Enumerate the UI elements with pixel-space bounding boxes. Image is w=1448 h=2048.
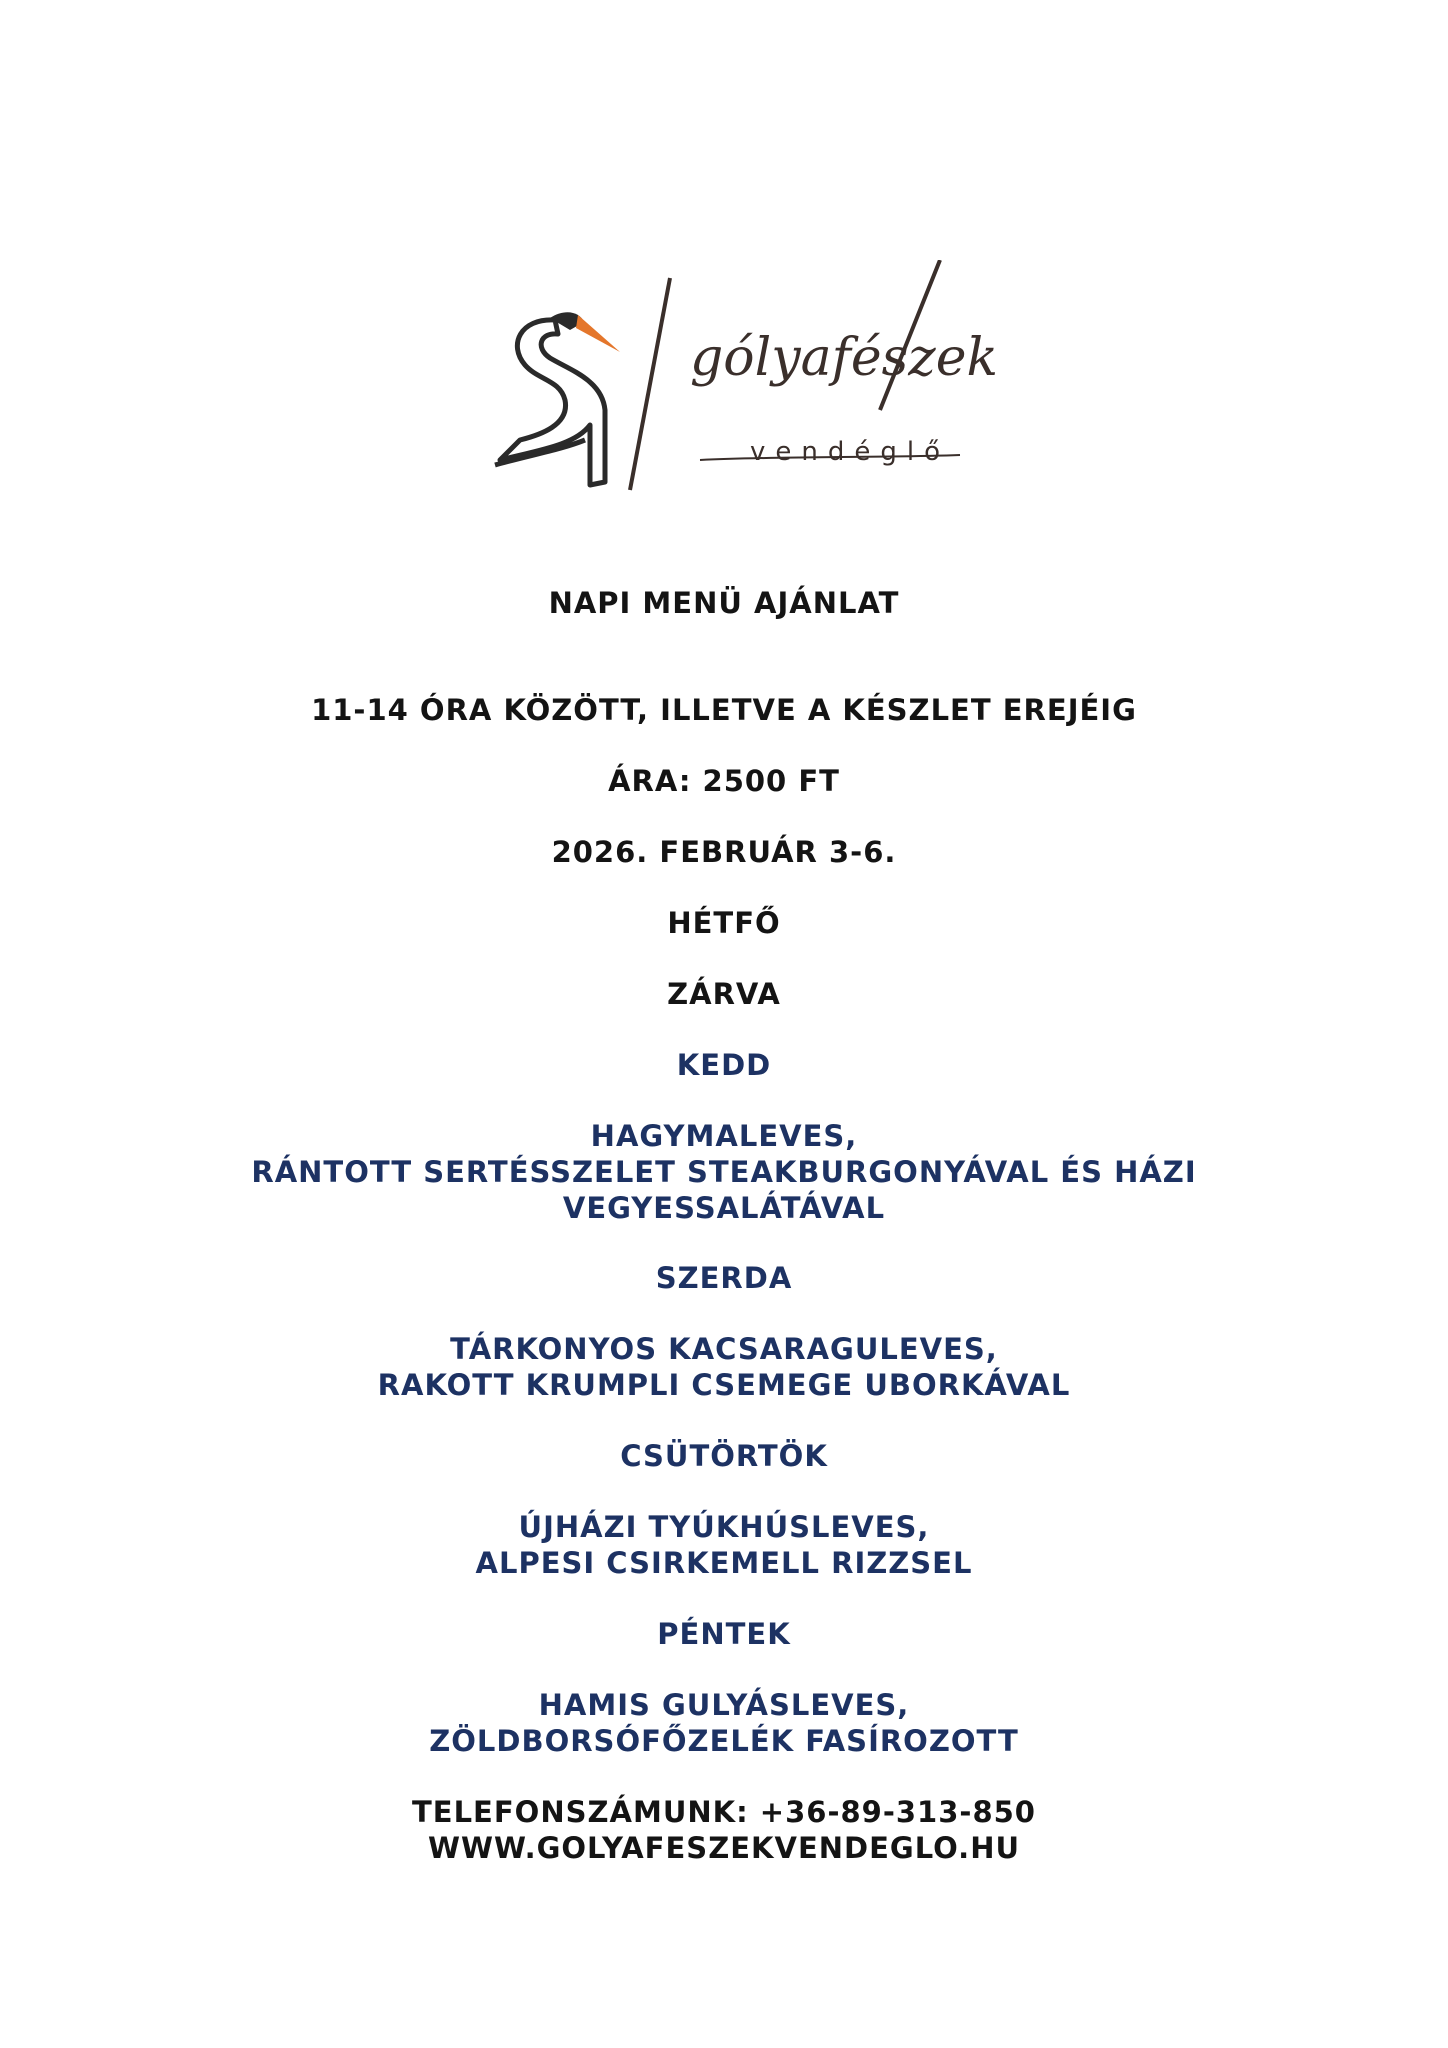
dish-line: RÁNTOTT SERTÉSSZELET STEAKBURGONYÁVAL ÉS HÁZI (251, 1155, 1197, 1189)
dish-line: HAMIS GULYÁSLEVES, (538, 1688, 910, 1722)
dish-line: VEGYESSALÁTÁVAL (562, 1191, 886, 1225)
menu-price: ÁRA: 2500 FT (608, 764, 840, 798)
tuesday-dishes (0, 1118, 1448, 1226)
day-monday: HÉTFŐ (667, 906, 781, 940)
thursday-dishes (0, 1509, 1448, 1581)
logo-sub-text: vendéglő (750, 437, 950, 467)
golyafeszek-logo (480, 260, 1000, 510)
logo-brand-text: gólyafészek (690, 328, 998, 388)
contact-block (0, 1794, 1448, 1866)
dish-line: ZÖLDBORSÓFŐZELÉK FASÍROZOTT (429, 1724, 1019, 1758)
dish-line: TÁRKONYOS KACSARAGULEVES, (450, 1332, 998, 1366)
contact-website: WWW.GOLYAFESZEKVENDEGLO.HU (427, 1831, 1021, 1865)
serving-hours: 11-14 ÓRA KÖZÖTT, ILLETVE A KÉSZLET EREJÉIG (311, 693, 1137, 727)
day-thursday: CSÜTÖRTÖK (620, 1439, 828, 1473)
dish-line: ALPESI CSIRKEMELL RIZZSEL (475, 1546, 973, 1580)
dish-line: HAGYMALEVES, (590, 1119, 858, 1153)
menu-dates: 2026. FEBRUÁR 3-6. (551, 835, 897, 869)
dish-line: RAKOTT KRUMPLI CSEMEGE UBORKÁVAL (377, 1368, 1071, 1402)
menu-title: NAPI MENÜ AJÁNLAT (548, 586, 900, 620)
wednesday-dishes (0, 1331, 1448, 1403)
dish-line: ÚJHÁZI TYÚKHÚSLEVES, (518, 1510, 930, 1544)
monday-closed: ZÁRVA (667, 977, 781, 1011)
friday-dishes (0, 1687, 1448, 1759)
day-wednesday: SZERDA (655, 1261, 793, 1295)
contact-phone: TELEFONSZÁMUNK: +36-89-313-850 (411, 1795, 1036, 1829)
day-friday: PÉNTEK (657, 1617, 791, 1651)
stork-logo-icon (480, 260, 1000, 510)
day-tuesday: KEDD (676, 1048, 772, 1082)
